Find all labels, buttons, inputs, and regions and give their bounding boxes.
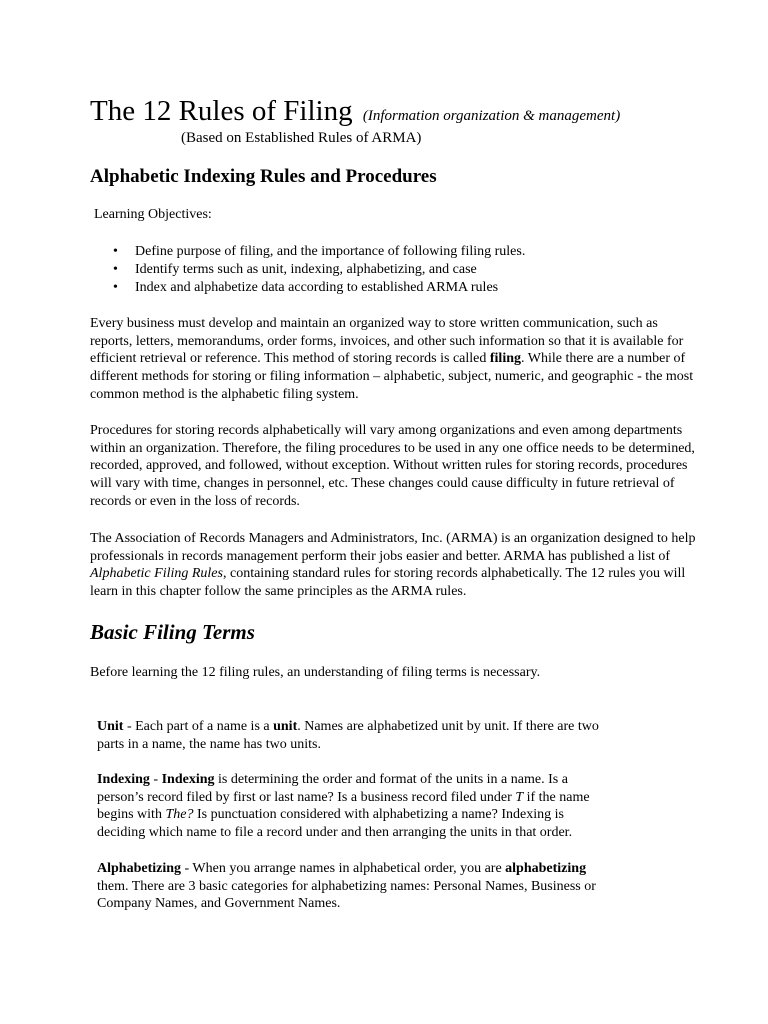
bold-term: unit — [273, 719, 298, 734]
text-span: Is punctuation considered with alphabetizing a name? Indexing is — [193, 807, 564, 823]
term-label: Unit — [97, 719, 124, 734]
page-title — [90, 94, 620, 133]
italic-title: Alphabetic Filing Rules — [90, 566, 223, 582]
basic-terms-heading: Basic Filing Terms — [90, 620, 255, 644]
text-line — [97, 718, 657, 736]
objectives-label: Learning Objectives: — [94, 207, 212, 222]
title-text: The 12 Rules of Filing — [90, 95, 353, 127]
bold-term: filing — [489, 351, 521, 367]
list-item — [90, 261, 525, 279]
text-span: . While there are a number of — [521, 351, 686, 367]
italic-text: T — [515, 789, 524, 805]
text-line: recorded, approved, and followed, without exception. Without written rules for storing records, procedures — [90, 458, 688, 474]
text-span: , containing standard rules for storing records alphabetically. The 12 rules you will — [222, 566, 686, 582]
bold-term: Indexing — [161, 772, 215, 787]
text-line: professionals in records management perform their jobs easier and better. ARMA has published a list of — [90, 548, 671, 564]
text-line: Company Names, and Government Names. — [97, 896, 341, 912]
bullet-icon: • — [113, 262, 118, 277]
text-line: parts in a name, the name has two units. — [97, 736, 321, 752]
text-span: . Names are alphabetized unit by unit. If there are two — [297, 719, 599, 734]
text-span: if the name — [523, 789, 590, 805]
based-on-note: (Based on Established Rules of ARMA) — [181, 130, 422, 146]
text-line: reports, letters, memorandums, order forms, invoices, and other such information so that it is available for — [90, 333, 684, 349]
bullet-icon: • — [113, 280, 118, 295]
text-line — [90, 565, 750, 583]
bold-term: alphabetizing — [505, 861, 587, 876]
text-span: person’s record filed by first or last name? Is a business record filed under — [97, 789, 516, 805]
text-line: records or even in the loss of records. — [90, 493, 300, 509]
text-line: common method is the alphabetic filing system. — [90, 386, 359, 402]
text-span: - — [149, 772, 162, 787]
text-line — [97, 789, 657, 807]
list-item-text: Index and alphabetize data according to established ARMA rules — [135, 280, 499, 295]
text-line: The Association of Records Managers and Administrators, Inc. (ARMA) is an organization designed to help — [90, 531, 696, 546]
text-span: - Each part of a name is a — [123, 719, 274, 734]
paragraph-filing-intro — [90, 315, 750, 404]
text-span: begins with — [97, 807, 166, 823]
term-unit — [97, 718, 657, 753]
text-span: - When you arrange names in alphabetical order, you are — [181, 861, 506, 876]
text-line — [97, 806, 657, 824]
list-item-text: Define purpose of filing, and the importance of following filing rules. — [135, 244, 526, 259]
italic-text: The? — [165, 807, 194, 823]
text-line: learn in this chapter follow the same principles as the ARMA rules. — [90, 584, 467, 600]
text-line: within an organization. Therefore, the filing procedures to be used in any one office needs to be determined, — [90, 440, 695, 456]
term-indexing — [97, 771, 657, 842]
term-label: Alphabetizing — [97, 861, 182, 876]
list-item-text: Identify terms such as unit, indexing, alphabetizing, and case — [135, 262, 477, 277]
paragraph-procedures — [90, 422, 750, 511]
text-line — [97, 771, 657, 789]
text-line: Every business must develop and maintain an organized way to store written communication, such as — [90, 316, 658, 331]
text-line: Procedures for storing records alphabetically will vary among organizations and even among departments — [90, 423, 683, 438]
list-item — [90, 279, 525, 297]
text-line: different methods for storing or filing information – alphabetic, subject, numeric, and geographic - the most — [90, 369, 694, 385]
paragraph-arma — [90, 530, 750, 601]
section-heading: Alphabetic Indexing Rules and Procedures — [90, 166, 437, 187]
bullet-icon: • — [113, 244, 118, 259]
term-alphabetizing — [97, 860, 657, 913]
title-subtitle: (Information organization & management) — [362, 108, 621, 124]
text-line: deciding which name to file a record under and then arranging the units in that order. — [97, 825, 573, 841]
text-line — [97, 860, 657, 878]
objectives-list — [90, 243, 525, 297]
text-span: is determining the order and format of the units in a name. Is a — [214, 772, 568, 787]
text-span: efficient retrieval or reference. This method of storing records is called — [90, 351, 490, 367]
text-line — [90, 350, 750, 368]
text-line: will vary with time, changes in personnel, etc. These changes could cause difficulty in future retrieval of — [90, 476, 675, 492]
text-line: them. There are 3 basic categories for alphabetizing names: Personal Names, Business or — [97, 878, 596, 894]
term-label: Indexing — [97, 772, 150, 787]
list-item — [90, 243, 525, 261]
basic-terms-intro: Before learning the 12 filing rules, an understanding of filing terms is necessary. — [90, 665, 541, 680]
